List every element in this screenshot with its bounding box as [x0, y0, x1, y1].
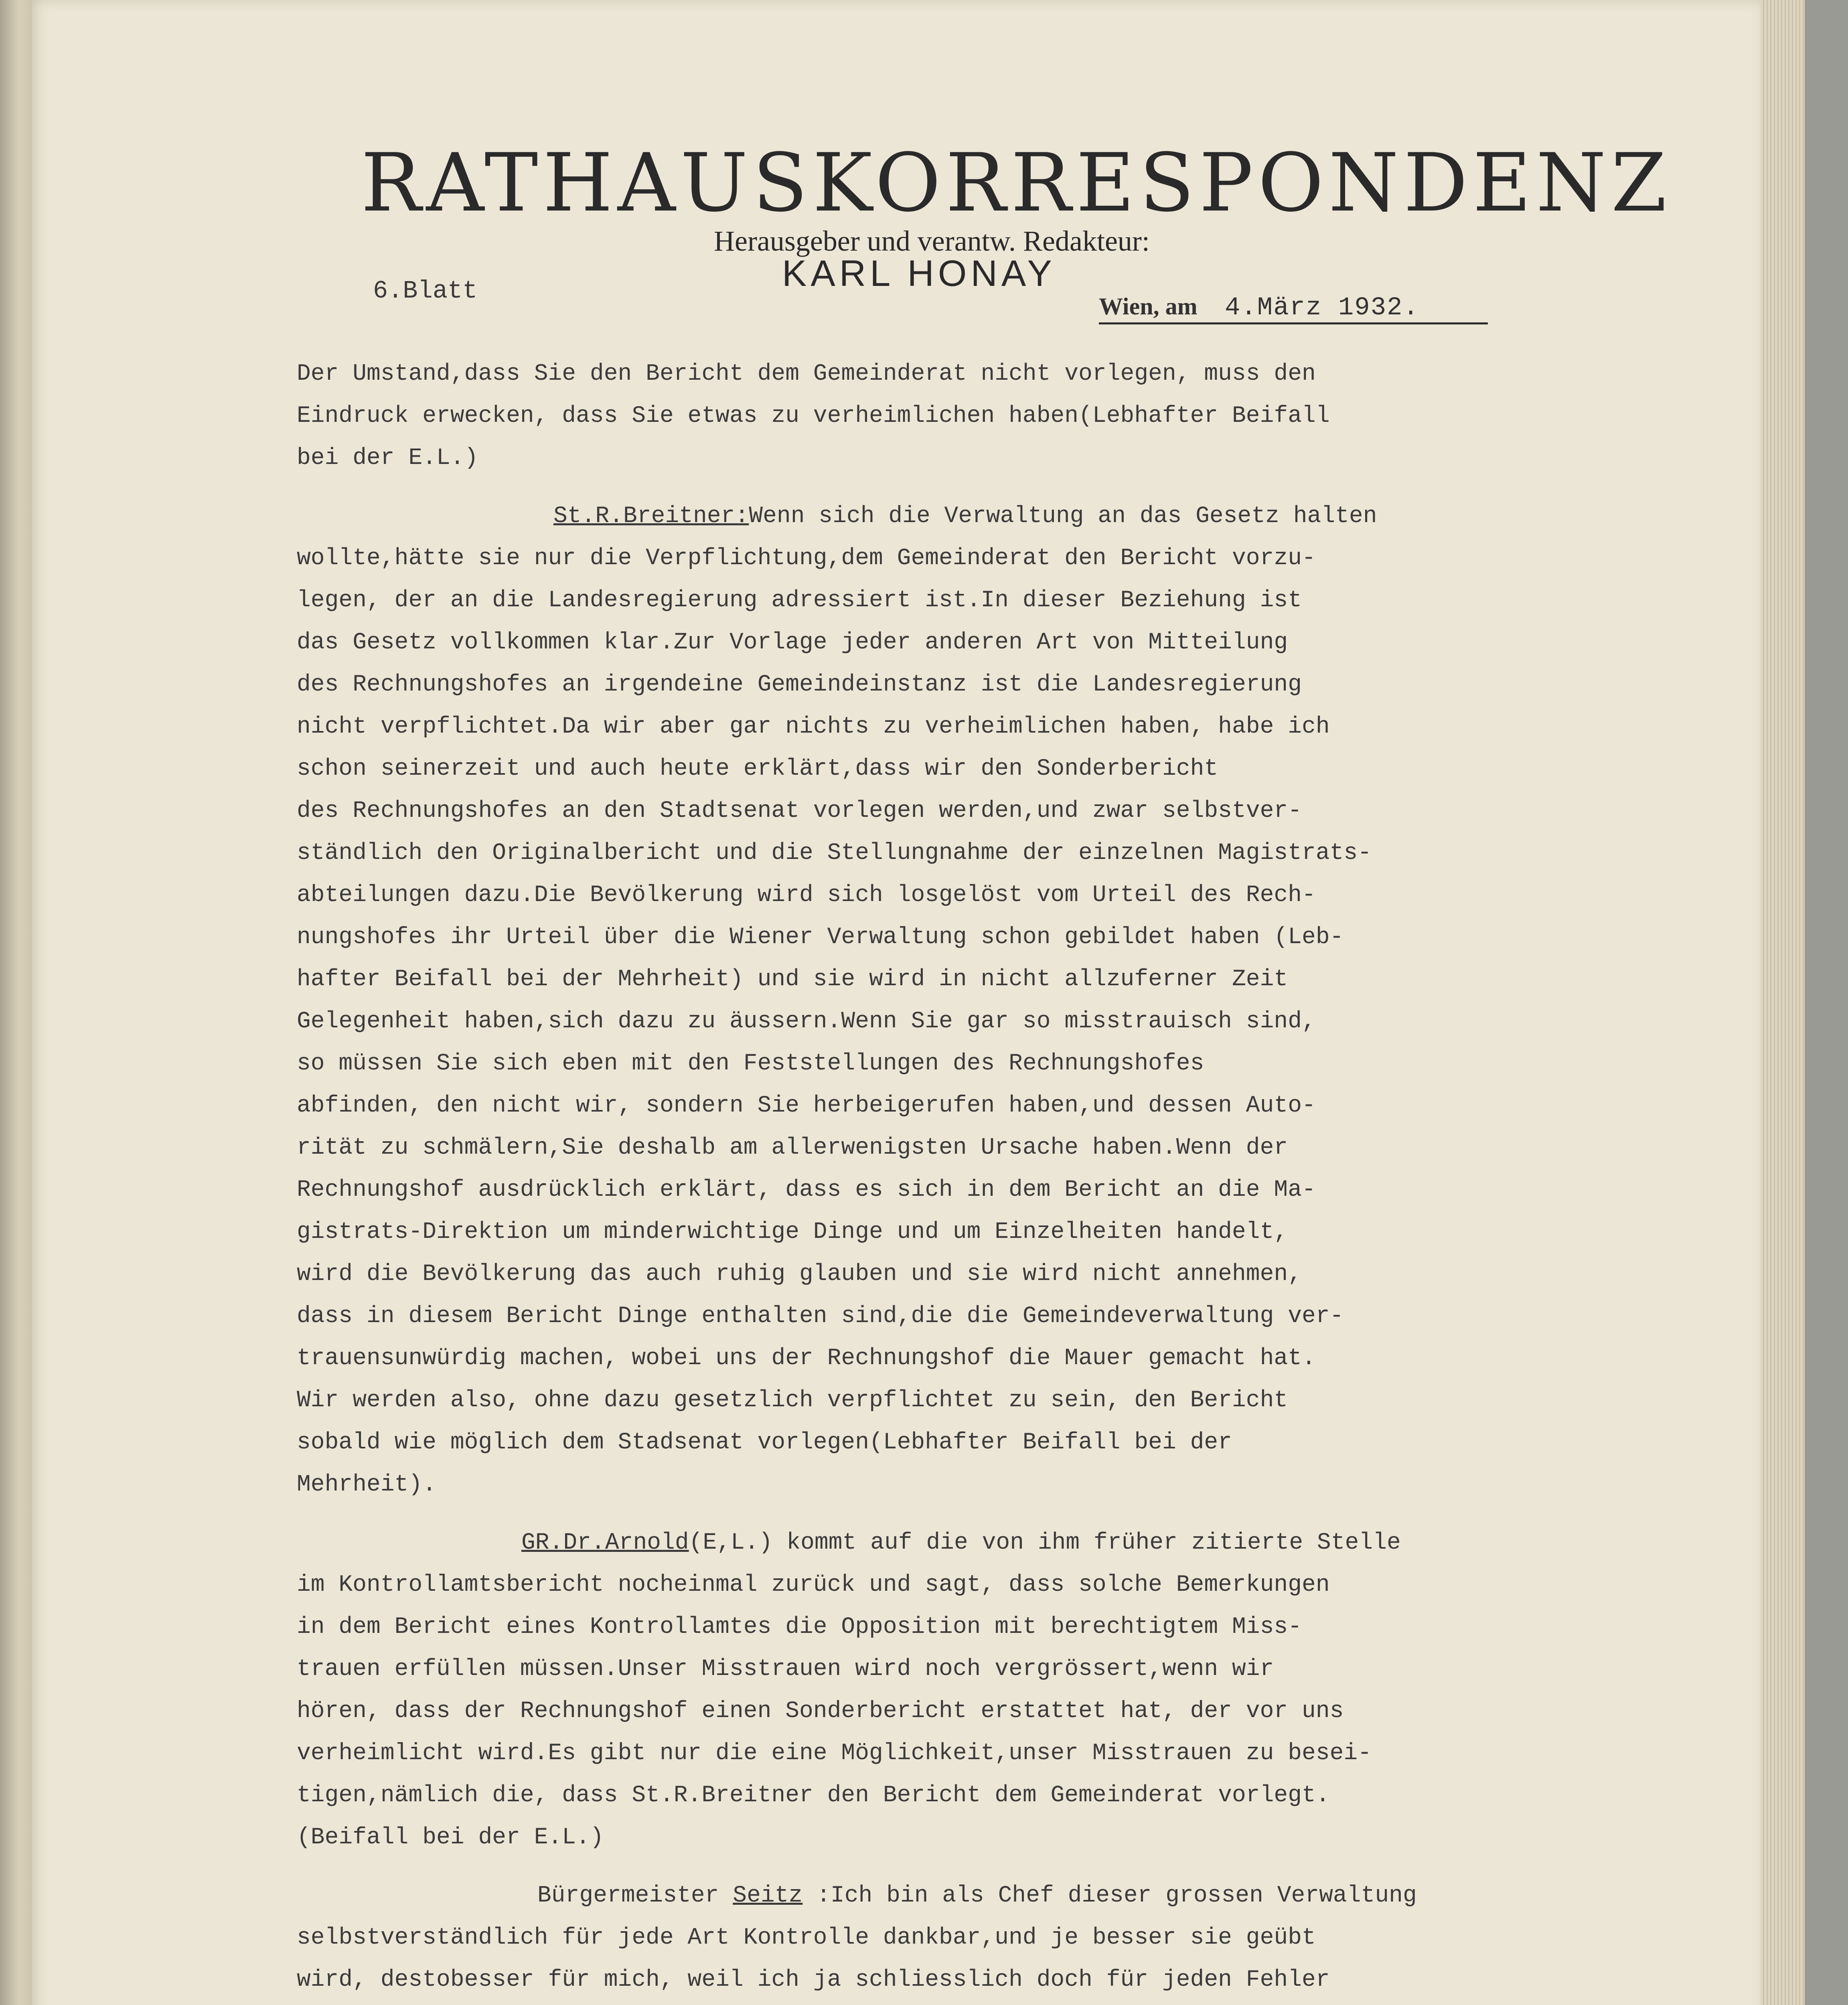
text-span: (E,L.) kommt auf die von ihm früher zitierte Stelle [689, 1530, 1401, 1556]
text-line [297, 2001, 1596, 2005]
background-right [1805, 0, 1848, 2005]
speaker-name: St.R.Breitner: [553, 503, 749, 529]
text-line: im Kontrollamtsbericht nocheinmal zurück und sagt, dass solche Bemerkungen [297, 1572, 1330, 1598]
text-line: abfinden, den nicht wir, sondern Sie herbeigerufen haben,und dessen Auto- [297, 1093, 1316, 1119]
text-span: :Ich bin als Chef dieser grossen Verwaltung [802, 1883, 1417, 1909]
text-line: so müssen Sie sich eben mit den Feststellungen des Rechnungshofes [297, 1051, 1204, 1077]
text-line: nungshofes ihr Urteil über die Wiener Verwaltung schon gebildet haben (Leb- [297, 924, 1344, 950]
text-line: dass in diesem Bericht Dinge enthalten sind,die die Gemeindeverwaltung ver- [297, 1303, 1344, 1329]
editor-name: KARL HONAY [782, 253, 1056, 294]
text-line: des Rechnungshofes an irgendeine Gemeindeinstanz ist die Landesregierung [297, 672, 1302, 698]
text-line: Der Umstand,dass Sie den Bericht dem Gemeinderat nicht vorlegen, muss den [297, 361, 1316, 387]
text-line: sobald wie möglich dem Stadsenat vorlegen(Lebhafter Beifall bei der [297, 1430, 1232, 1456]
sheet-number: 6.Blatt [373, 277, 478, 305]
masthead-title: RATHAUSKORRESPONDENZ [361, 136, 1672, 230]
text-line: Rechnungshof ausdrücklich erklärt, dass es sich in dem Bericht an die Ma- [297, 1177, 1316, 1203]
text-line: nicht verpflichtet.Da wir aber gar nichts zu verheimlichen haben, habe ich [297, 714, 1330, 740]
document-body [297, 353, 1596, 2005]
text-line: schon seinerzeit und auch heute erklärt,dass wir den Sonderbericht [297, 756, 1218, 782]
binding-edge [0, 0, 32, 2005]
text-line: Eindruck erwecken, dass Sie etwas zu verheimlichen haben(Lebhafter Beifall [297, 403, 1330, 429]
text-line: wird, destobesser für mich, weil ich ja schliesslich doch für jeden Fehler [297, 1967, 1330, 1993]
date-prefix: Wien, am [1099, 293, 1198, 320]
paragraph-first-line [297, 495, 1596, 537]
text-line: selbstverständlich für jede Art Kontrolle dankbar,und je besser sie geübt [297, 1925, 1316, 1951]
text-line: wird die Bevölkerung das auch ruhig glauben und sie wird nicht annehmen, [297, 1261, 1302, 1287]
paragraph-first-line [297, 1522, 1596, 1564]
text-line: des Rechnungshofes an den Stadtsenat vorlegen werden,und zwar selbstver- [297, 798, 1302, 824]
paragraph [297, 1875, 1596, 2005]
text-line: tigen,nämlich die, dass St.R.Breitner den Bericht dem Gemeinderat vorlegt. [297, 1782, 1330, 1809]
speaker-name: Seitz [733, 1883, 803, 1909]
dateline [1099, 293, 1488, 324]
date-value: 4.März 1932. [1224, 294, 1419, 322]
text-line: verheimlicht wird.Es gibt nur die eine Möglichkeit,unser Misstrauen zu besei- [297, 1740, 1372, 1766]
text-line: hafter Beifall bei der Mehrheit) und sie wird in nicht allzuferner Zeit [297, 966, 1288, 992]
paragraph [297, 353, 1596, 479]
text-span: Wenn sich die Verwaltung an das Gesetz halten [749, 503, 1377, 529]
publisher-line: Herausgeber und verantw. Redakteur: [714, 225, 1150, 257]
text-line: das Gesetz vollkommen klar.Zur Vorlage jeder anderen Art von Mitteilung [297, 630, 1288, 656]
text-line: Mehrheit). [297, 1472, 437, 1498]
text-line: bei der E.L.) [297, 445, 478, 471]
speaker-name: GR.Dr.Arnold [521, 1530, 689, 1556]
text-line: ständlich den Originalbericht und die Stellungnahme der einzelnen Magistrats- [297, 840, 1372, 866]
text-line: Wir werden also, ohne dazu gesetzlich verpflichtet zu sein, den Bericht [297, 1387, 1288, 1414]
text-line: abteilungen dazu.Die Bevölkerung wird sich losgelöst vom Urteil des Rech- [297, 882, 1316, 908]
page-stack-edge [1761, 0, 1805, 2005]
text-line: in dem Bericht eines Kontrollamtes die Opposition mit berechtigtem Miss- [297, 1614, 1302, 1640]
text-line: trauen erfüllen müssen.Unser Misstrauen wird noch vergrössert,wenn wir [297, 1656, 1274, 1682]
text-line: trauensunwürdig machen, wobei uns der Rechnungshof die Mauer gemacht hat. [297, 1345, 1316, 1371]
speaker-title: Bürgermeister [537, 1883, 733, 1909]
text-line: wollte,hätte sie nur die Verpflichtung,dem Gemeinderat den Bericht vorzu- [297, 545, 1316, 571]
paragraph [297, 1522, 1596, 1859]
text-line: (Beifall bei der E.L.) [297, 1825, 604, 1851]
paragraph [297, 495, 1596, 1506]
text-line: legen, der an die Landesregierung adressiert ist.In dieser Beziehung ist [297, 587, 1302, 614]
text-line: hören, dass der Rechnungshof einen Sonderbericht erstattet hat, der vor uns [297, 1698, 1344, 1724]
text-line: rität zu schmälern,Sie deshalb am allerwenigsten Ursache haben.Wenn der [297, 1135, 1288, 1161]
text-line: gistrats-Direktion um minderwichtige Dinge und um Einzelheiten handelt, [297, 1219, 1288, 1245]
paragraph-first-line [297, 1875, 1596, 1917]
text-line: Gelegenheit haben,sich dazu zu äussern.Wenn Sie gar so misstrauisch sind, [297, 1009, 1316, 1035]
